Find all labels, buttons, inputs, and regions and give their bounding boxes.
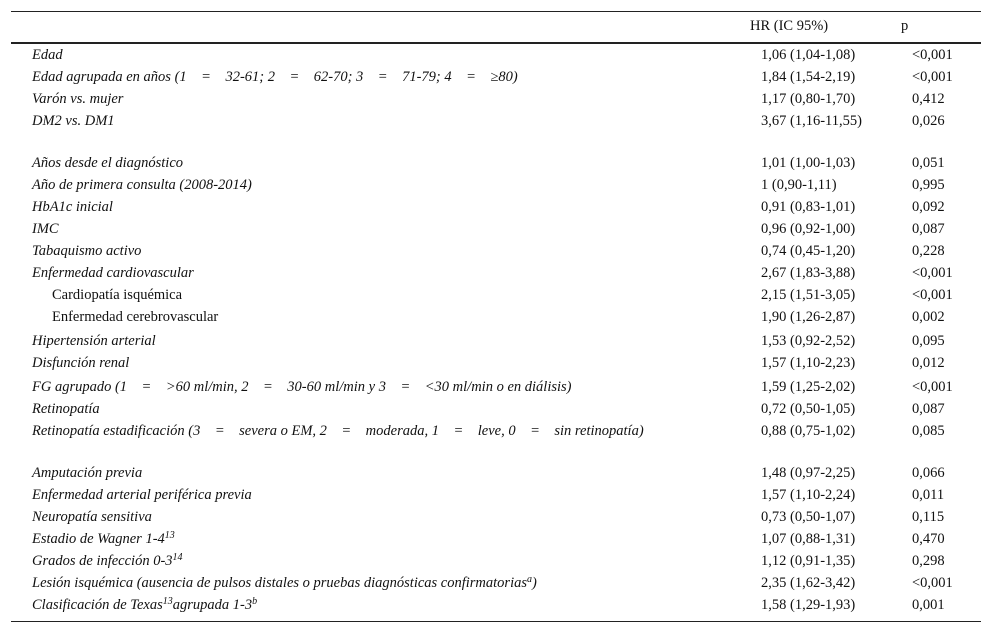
- row-label-sup: 13: [164, 530, 175, 541]
- row-label: [32, 353, 662, 373]
- row-p-value: 0,002: [912, 309, 945, 325]
- row-hr-value: 1,53 (0,92-2,52): [761, 333, 856, 349]
- row-hr-value: 2,35 (1,62-3,42): [761, 575, 856, 591]
- row-label-sup2: b: [252, 596, 258, 607]
- row-hr-value: 1 (0,90-1,11): [761, 177, 837, 193]
- row-label-text: Hipertensión arterial: [32, 333, 156, 349]
- row-label-after: agrupada 1-3: [172, 597, 253, 613]
- row-label: [32, 485, 662, 505]
- row-p-value: 0,001: [912, 597, 945, 613]
- row-label: [32, 263, 662, 283]
- row-hr-value: 2,67 (1,83-3,88): [761, 265, 856, 281]
- row-label-text: Edad: [32, 47, 63, 63]
- row-label: [32, 89, 662, 109]
- row-hr-value: 2,15 (1,51-3,05): [761, 287, 856, 303]
- row-p-value: <0,001: [912, 69, 953, 85]
- row-label: [32, 111, 662, 131]
- row-label: [32, 377, 662, 397]
- row-label-text: Grados de infección 0-3: [32, 553, 173, 569]
- row-label: [52, 285, 682, 305]
- row-hr-value: 1,84 (1,54-2,19): [761, 69, 856, 85]
- row-label-text: Neuropatía sensitiva: [32, 509, 152, 525]
- row-label: [32, 197, 662, 217]
- row-p-value: 0,012: [912, 355, 945, 371]
- row-label: [32, 507, 662, 527]
- row-label-text: Edad agrupada en años (1 = 32-61; 2 = 62-70; 3 = 71-79; 4 = ≥80): [32, 69, 518, 85]
- row-label-text: Año de primera consulta (2008-2014): [32, 177, 252, 193]
- row-label: [32, 175, 662, 195]
- row-hr-value: 1,17 (0,80-1,70): [761, 91, 856, 107]
- row-hr-value: 0,72 (0,50-1,05): [761, 401, 856, 417]
- row-p-value: 0,051: [912, 155, 945, 171]
- row-label-text: Enfermedad cardiovascular: [32, 265, 194, 281]
- table-bottom-rule: [11, 621, 981, 622]
- row-label-text: Lesión isquémica (ausencia de pulsos distales o pruebas diagnósticas confirmatorias: [32, 575, 527, 591]
- row-hr-value: 0,91 (0,83-1,01): [761, 199, 856, 215]
- row-p-value: <0,001: [912, 287, 953, 303]
- row-hr-value: 0,88 (0,75-1,02): [761, 423, 856, 439]
- row-p-value: 0,470: [912, 531, 945, 547]
- row-label-sup: 14: [172, 552, 183, 563]
- row-p-value: 0,011: [912, 487, 945, 503]
- row-hr-value: 1,90 (1,26-2,87): [761, 309, 856, 325]
- row-label-text: IMC: [32, 221, 59, 237]
- row-label-text: HbA1c inicial: [32, 199, 113, 215]
- row-hr-value: 1,58 (1,29-1,93): [761, 597, 856, 613]
- row-label-text: Años desde el diagnóstico: [32, 155, 184, 171]
- row-p-value: 0,087: [912, 401, 945, 417]
- row-label: [32, 45, 662, 65]
- row-hr-value: 0,73 (0,50-1,07): [761, 509, 856, 525]
- row-p-value: 0,092: [912, 199, 945, 215]
- row-label-text: Varón vs. mujer: [32, 91, 124, 107]
- row-hr-value: 1,01 (1,00-1,03): [761, 155, 856, 171]
- row-hr-value: 1,57 (1,10-2,24): [761, 487, 856, 503]
- row-hr-value: 1,07 (0,88-1,31): [761, 531, 856, 547]
- row-label: [32, 573, 662, 593]
- row-p-value: 0,026: [912, 113, 945, 129]
- row-p-value: <0,001: [912, 47, 953, 63]
- row-hr-value: 3,67 (1,16-11,55): [761, 113, 862, 129]
- row-label-text: Clasificación de Texas: [32, 597, 163, 613]
- row-p-value: 0,085: [912, 423, 945, 439]
- row-p-value: 0,066: [912, 465, 945, 481]
- row-label: [32, 241, 662, 261]
- row-label: [32, 67, 662, 87]
- row-p-value: 0,115: [912, 509, 945, 525]
- row-label-text: Disfunción renal: [32, 355, 130, 371]
- table-top-rule: [11, 11, 981, 12]
- row-label: [32, 595, 662, 615]
- row-label: [32, 551, 662, 571]
- row-hr-value: 0,74 (0,45-1,20): [761, 243, 856, 259]
- table-header-rule: [11, 42, 981, 44]
- header-hr: HR (IC 95%): [750, 18, 829, 34]
- row-label: [32, 529, 662, 549]
- row-hr-value: 1,06 (1,04-1,08): [761, 47, 856, 63]
- row-label-sup: 13: [162, 596, 173, 607]
- row-label-text: Enfermedad arterial periférica previa: [32, 487, 252, 503]
- row-label-text: Tabaquismo activo: [32, 243, 142, 259]
- row-p-value: 0,228: [912, 243, 945, 259]
- row-hr-value: 0,96 (0,92-1,00): [761, 221, 856, 237]
- row-p-value: 0,412: [912, 91, 945, 107]
- row-label-text: Retinopatía estadificación (3 = severa o EM, 2 = moderada, 1 = leve, 0 = sin retinopatía): [32, 423, 644, 439]
- row-label: [32, 153, 662, 173]
- row-label-text: Estadio de Wagner 1-4: [32, 531, 165, 547]
- row-hr-value: 1,57 (1,10-2,23): [761, 355, 856, 371]
- row-label: [52, 307, 682, 327]
- row-label: [32, 421, 662, 441]
- row-label: [32, 331, 662, 351]
- row-label-text: Amputación previa: [32, 465, 143, 481]
- row-label: [32, 399, 662, 419]
- row-hr-value: 1,59 (1,25-2,02): [761, 379, 856, 395]
- row-label: [32, 463, 662, 483]
- row-hr-value: 1,48 (0,97-2,25): [761, 465, 856, 481]
- header-p: p: [901, 18, 909, 34]
- row-p-value: 0,298: [912, 553, 945, 569]
- row-p-value: 0,995: [912, 177, 945, 193]
- row-label-after: ): [532, 575, 537, 591]
- row-label-text: DM2 vs. DM1: [32, 113, 115, 129]
- row-label-sup: a: [527, 574, 532, 585]
- row-p-value: <0,001: [912, 379, 953, 395]
- row-label-text: FG agrupado (1 = >60 ml/min, 2 = 30-60 ml/min y 3 = <30 ml/min o en diálisis): [32, 379, 572, 395]
- row-p-value: <0,001: [912, 265, 953, 281]
- row-label-text: Cardiopatía isquémica: [52, 287, 183, 303]
- row-p-value: 0,087: [912, 221, 945, 237]
- row-p-value: <0,001: [912, 575, 953, 591]
- row-hr-value: 1,12 (0,91-1,35): [761, 553, 856, 569]
- row-label-text: Retinopatía: [32, 401, 100, 417]
- row-label: [32, 219, 662, 239]
- row-label-text: Enfermedad cerebrovascular: [52, 309, 219, 325]
- row-p-value: 0,095: [912, 333, 945, 349]
